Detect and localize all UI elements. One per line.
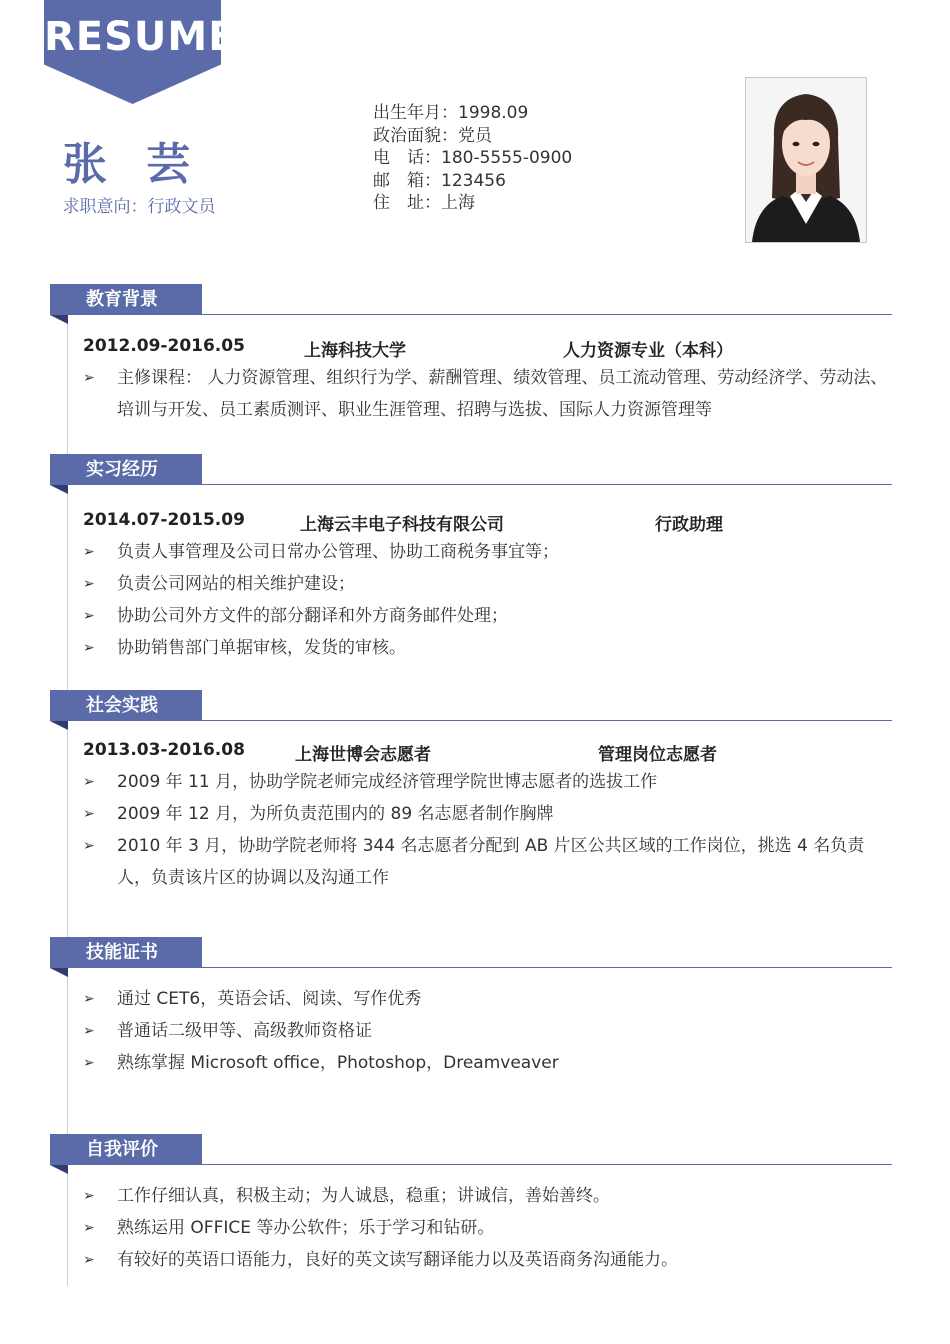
list-item bbox=[83, 983, 888, 1015]
section-fold bbox=[50, 1165, 68, 1174]
section-rule bbox=[202, 720, 892, 721]
section-title-skills: 技能证书 bbox=[50, 937, 202, 968]
arrow-bullet-icon: ➢ bbox=[83, 1188, 95, 1204]
bullet-text: 协助公司外方文件的部分翻译和外方商务邮件处理； bbox=[117, 606, 508, 626]
arrow-bullet-icon: ➢ bbox=[83, 1252, 95, 1268]
bullet-text: 有较好的英语口语能力，良好的英文读写翻译能力以及英语商务沟通能力。 bbox=[117, 1250, 678, 1270]
social-bullets bbox=[83, 766, 888, 894]
bullet-text: 2009 年 11 月，协助学院老师完成经济管理学院世博志愿者的选拔工作 bbox=[117, 772, 658, 792]
internship-company: 上海云丰电子科技有限公司 bbox=[300, 515, 504, 535]
list-item bbox=[83, 830, 888, 894]
candidate-name: 张 芸 bbox=[62, 139, 203, 190]
list-item bbox=[83, 766, 888, 798]
arrow-bullet-icon: ➢ bbox=[83, 806, 95, 822]
arrow-bullet-icon: ➢ bbox=[83, 576, 95, 592]
social-role: 管理岗位志愿者 bbox=[598, 745, 717, 765]
bullet-text: 2010 年 3 月，协助学院老师将 344 名志愿者分配到 AB 片区公共区域的工作岗位，挑选 4 名负责人，负责该片区的协调以及沟通工作 bbox=[117, 836, 865, 888]
arrow-bullet-icon: ➢ bbox=[83, 544, 95, 560]
arrow-bullet-icon: ➢ bbox=[83, 608, 95, 624]
bullet-text: 协助销售部门单据审核，发货的审核。 bbox=[117, 638, 406, 658]
profile-photo bbox=[745, 77, 867, 243]
list-item bbox=[83, 798, 888, 830]
list-item bbox=[83, 1015, 888, 1047]
personal-info bbox=[373, 102, 572, 215]
list-item bbox=[83, 1047, 888, 1079]
arrow-bullet-icon: ➢ bbox=[83, 991, 95, 1007]
info-address: 住 址：上海 bbox=[373, 193, 475, 213]
bullet-text: 主修课程： 人力资源管理、组织行为学、薪酬管理、绩效管理、员工流动管理、劳动经济学、劳动法、培训与开发、员工素质测评、职业生涯管理、招聘与选拔、国际人力资源管理等 bbox=[117, 368, 888, 420]
education-major: 人力资源专业（本科） bbox=[563, 341, 733, 361]
social-org: 上海世博会志愿者 bbox=[295, 745, 431, 765]
section-title-internship: 实习经历 bbox=[50, 454, 202, 485]
list-item bbox=[83, 1212, 888, 1244]
info-email: 邮 箱：123456 bbox=[373, 170, 506, 191]
arrow-bullet-icon: ➢ bbox=[83, 1220, 95, 1236]
bullet-text: 通过 CET6，英语会话、阅读、写作优秀 bbox=[117, 989, 422, 1009]
resume-banner-title: RESUME bbox=[44, 14, 237, 60]
arrow-bullet-icon: ➢ bbox=[83, 1055, 95, 1071]
social-period: 2013.03-2016.08 bbox=[83, 740, 245, 760]
section-rule bbox=[202, 967, 892, 968]
info-birth: 出生年月：1998.09 bbox=[373, 103, 529, 123]
section-title-social: 社会实践 bbox=[50, 690, 202, 721]
bullet-text: 2009 年 12 月，为所负责范围内的 89 名志愿者制作胸牌 bbox=[117, 804, 554, 824]
section-fold bbox=[50, 485, 68, 494]
internship-role: 行政助理 bbox=[655, 515, 723, 535]
list-item bbox=[83, 1180, 888, 1212]
arrow-bullet-icon: ➢ bbox=[83, 640, 95, 656]
education-school: 上海科技大学 bbox=[304, 341, 406, 361]
list-item bbox=[83, 362, 888, 426]
info-politics: 政治面貌：党员 bbox=[373, 125, 492, 146]
skills-bullets bbox=[83, 983, 888, 1079]
section-fold bbox=[50, 315, 68, 324]
section-rule bbox=[202, 484, 892, 485]
list-item bbox=[83, 1244, 888, 1276]
list-item bbox=[83, 536, 888, 568]
bullet-text: 普通话二级甲等、高级教师资格证 bbox=[117, 1021, 372, 1041]
job-objective: 求职意向：行政文员 bbox=[62, 197, 216, 217]
list-item bbox=[83, 600, 888, 632]
education-period: 2012.09-2016.05 bbox=[83, 336, 245, 356]
info-phone: 电 话：180-5555-0900 bbox=[373, 148, 573, 168]
arrow-bullet-icon: ➢ bbox=[83, 370, 95, 386]
list-item bbox=[83, 632, 888, 664]
education-bullets bbox=[83, 362, 888, 426]
section-rule bbox=[202, 1164, 892, 1165]
bullet-text: 工作仔细认真，积极主动；为人诚恳，稳重；讲诚信，善始善终。 bbox=[117, 1186, 610, 1206]
section-title-education: 教育背景 bbox=[50, 284, 202, 315]
bullet-text: 负责公司网站的相关维护建设； bbox=[117, 574, 355, 594]
arrow-bullet-icon: ➢ bbox=[83, 774, 95, 790]
list-item bbox=[83, 568, 888, 600]
section-fold bbox=[50, 721, 68, 730]
portrait-illustration bbox=[746, 78, 866, 242]
bullet-text: 熟练掌握 Microsoft office，Photoshop，Dreamveaver bbox=[117, 1053, 559, 1073]
section-title-self: 自我评价 bbox=[50, 1134, 202, 1165]
section-fold bbox=[50, 968, 68, 977]
arrow-bullet-icon: ➢ bbox=[83, 838, 95, 854]
internship-bullets bbox=[83, 536, 888, 664]
bullet-text: 熟练运用 OFFICE 等办公软件；乐于学习和钻研。 bbox=[117, 1218, 495, 1238]
arrow-bullet-icon: ➢ bbox=[83, 1023, 95, 1039]
internship-period: 2014.07-2015.09 bbox=[83, 510, 245, 530]
self-bullets bbox=[83, 1180, 888, 1276]
bullet-text: 负责人事管理及公司日常办公管理、协助工商税务事宜等； bbox=[117, 542, 559, 562]
section-rule bbox=[202, 314, 892, 315]
